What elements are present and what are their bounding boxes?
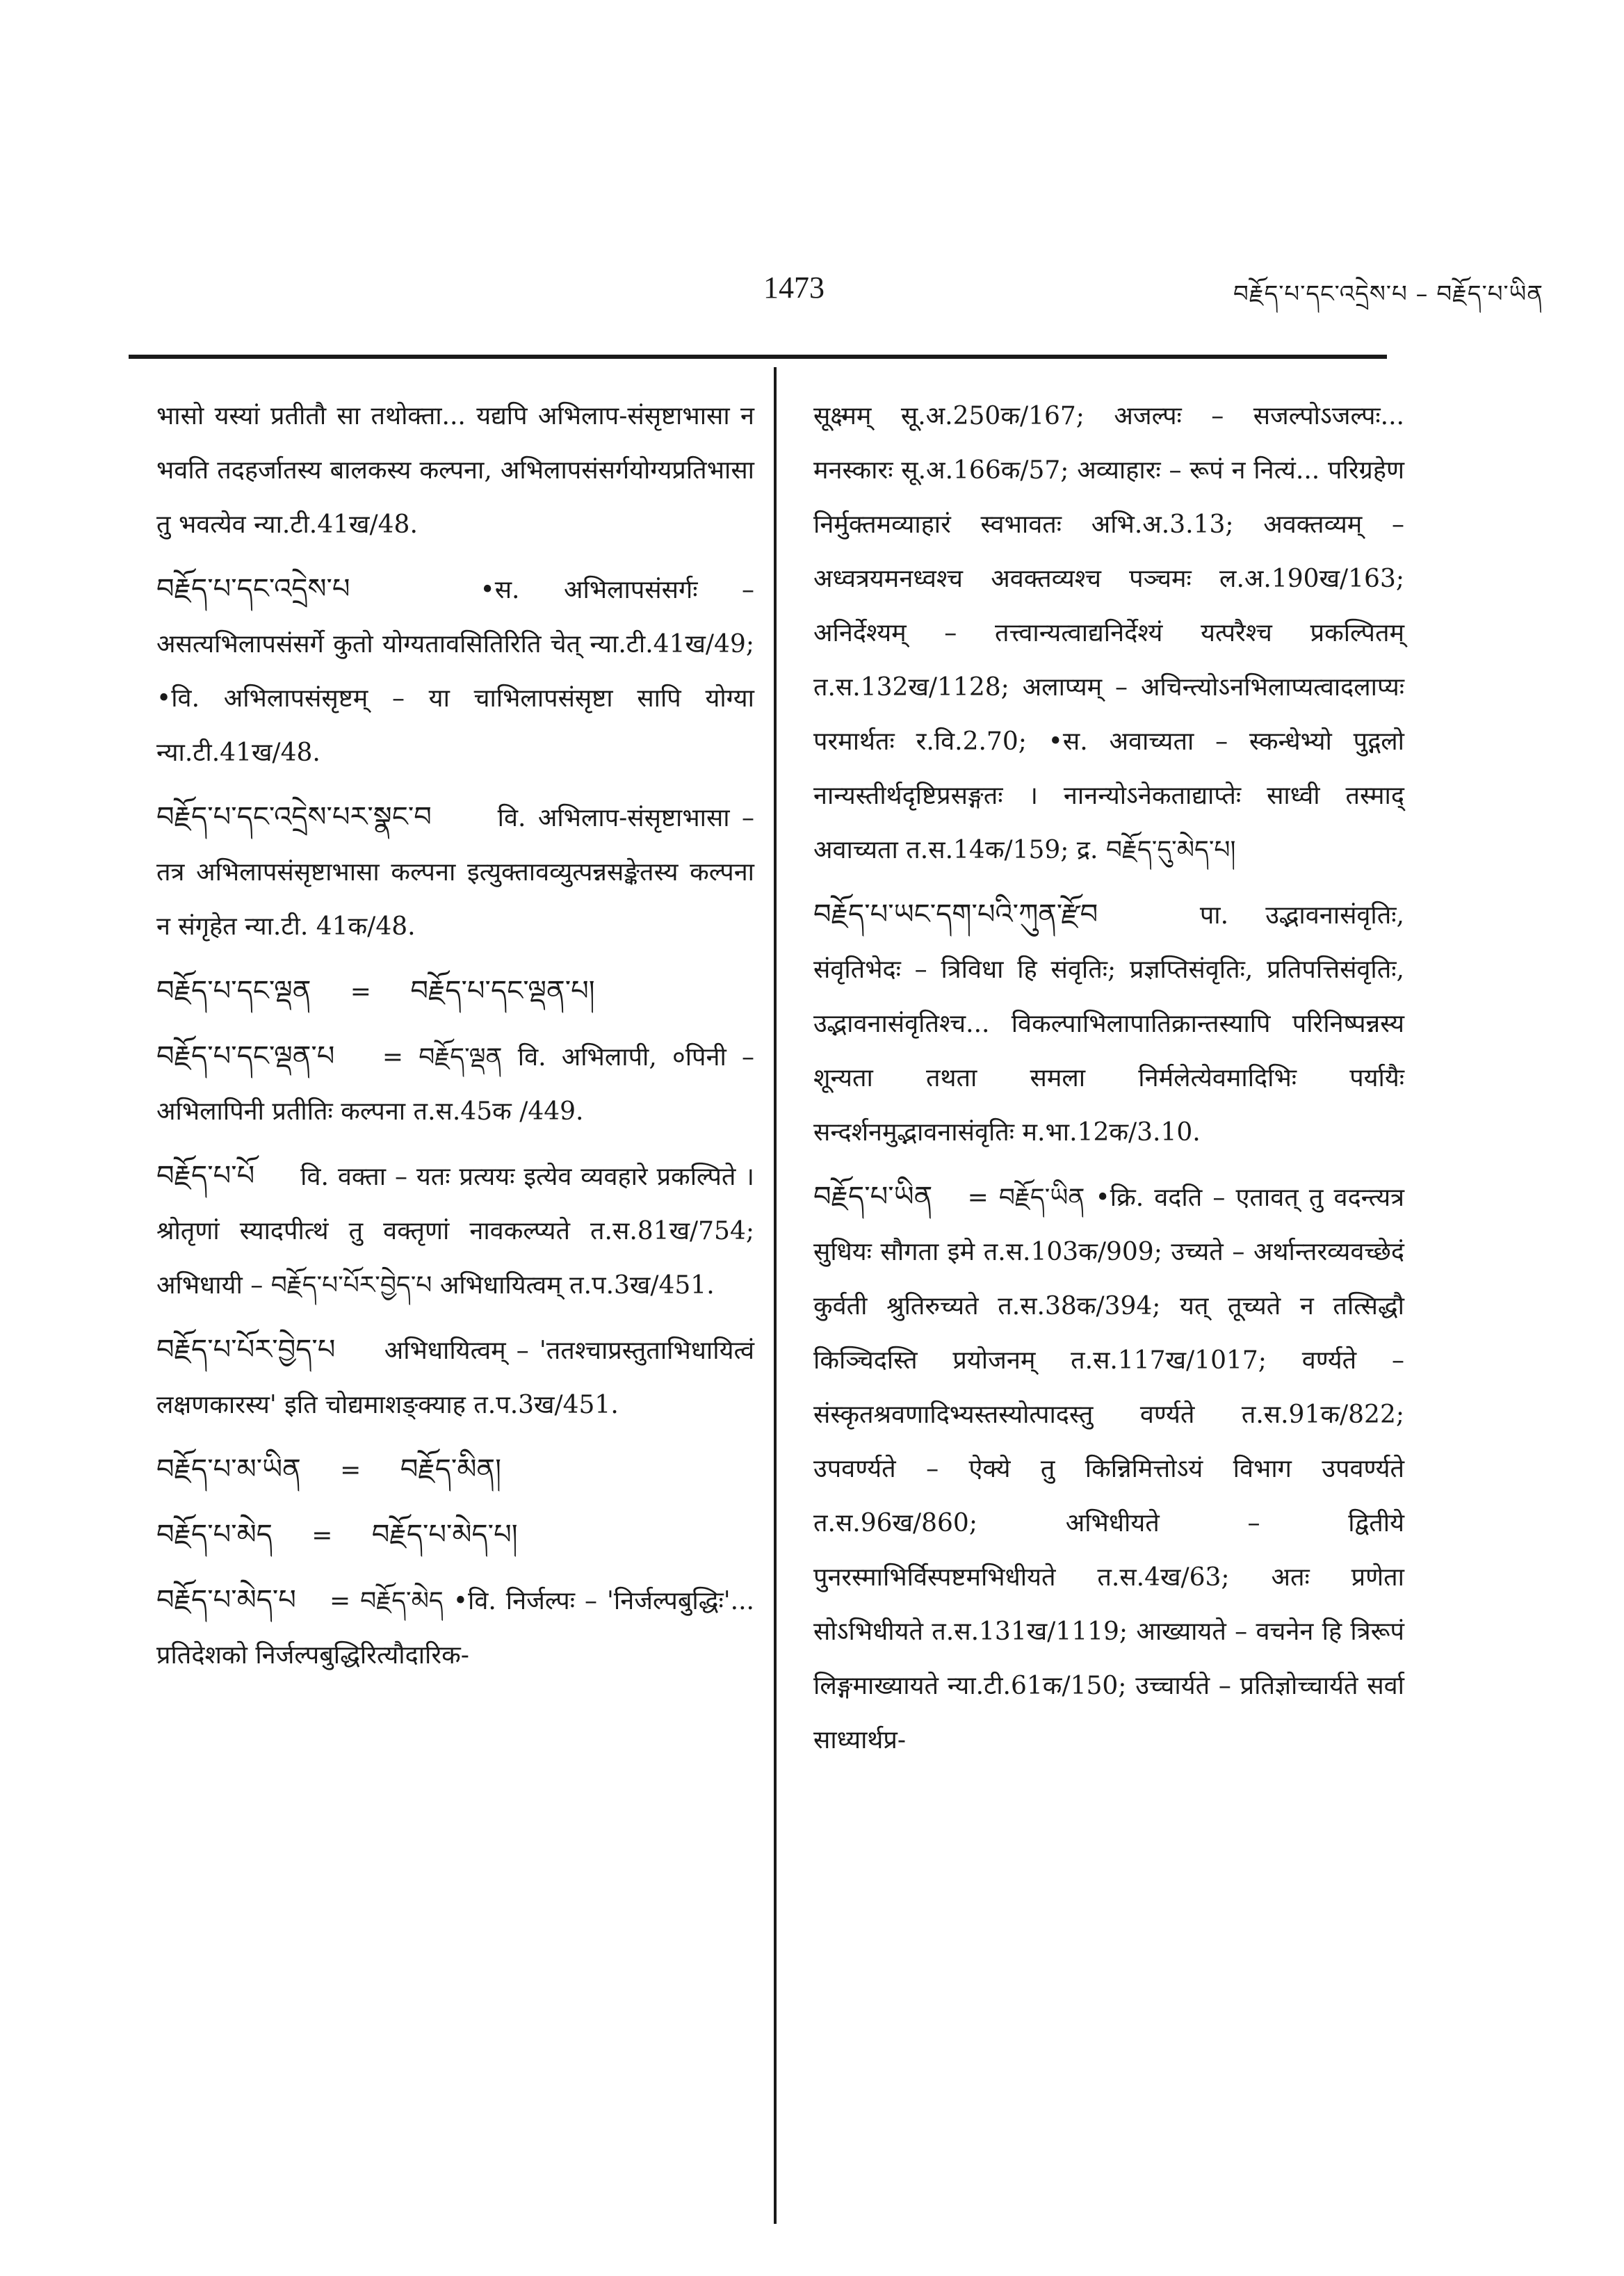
dictionary-entry: [156, 1323, 754, 1432]
entry-body: •स. अभिलापसंसर्गः – असत्यभिलापसंसर्गे कुतो योग्यतावसितिरिति चेत् न्या.टी.41ख/49; •वि. अभिलापसंसृष्टम् – या चाभिलापसंसृष्टा सापि योग्या न्या.टी.41ख/48.: [156, 576, 754, 767]
right-column: [813, 389, 1404, 1777]
continuation-text: भासो यस्यां प्रतीतौ सा तथोक्ता... यद्यपि अभिलाप-संसृष्टाभासा न भवति तदहर्जातस्य बालकस्य कल्पना, अभिलापसंसर्गयोग्यप्रतिभासा तु भवत्येव न्या.टी.41ख/48.: [156, 402, 754, 539]
dictionary-entry: [156, 964, 754, 1019]
dictionary-entry: [156, 1508, 754, 1563]
cross-reference: བརྗོད་པ་མེད་པ།: [371, 1519, 518, 1551]
cross-reference: བརྗོད་པ་དང་ལྡན་པ།: [410, 975, 595, 1007]
entry-body: वि. अभिलाप-संसृष्टाभासा – तत्र अभिलापसंसृष्टाभासा कल्पना इत्युक्तावव्युत्पन्नसङ्केतस्य कल्पना न संगृहेत न्या.टी. 41क/48.: [156, 804, 754, 941]
entry-headword: བརྗོད་པ་མེད་པ: [156, 1584, 296, 1616]
column-divider: [774, 367, 777, 2224]
page-number: 1473: [763, 271, 825, 305]
running-head: བརྗོད་པ་དང་འདྲེས་པ – བརྗོད་པ་ཡིན: [1233, 280, 1543, 308]
entry-body: वि. वक्ता – यतः प्रत्ययः इत्येव व्यवहारे प्रकल्पिते । श्रोतृणां स्यादपीत्थं तु वक्तृणां नावकल्प्यते त.स.81ख/754; अभिधायी – བརྗོད་པ་པོར་བྱེད་པ अभिधायित्वम् त.प.3ख/451.: [156, 1163, 755, 1300]
entry-headword: བརྗོད་པ་དང་ལྡན་པ: [156, 1040, 335, 1072]
entry-headword: བརྗོད་པ་ཡང་དག་པའི་ཀུན་རྫོབ: [813, 898, 1098, 930]
dictionary-entry: [813, 1170, 1404, 1768]
entry-headword: བརྗོད་པ་དང་འདྲེས་པ: [156, 573, 350, 605]
dictionary-entry: [156, 1029, 754, 1139]
dictionary-entry: [156, 1573, 754, 1683]
continuation-text: सूक्ष्मम् सू.अ.250क/167; अजल्पः – सजल्पोऽजल्पः... मनस्कारः सू.अ.166क/57; अव्याहारः – रूपं न नित्यं... परिग्रहेण निर्मुक्तमव्याहारं स्वभावतः अभि.अ.3.13; अवक्तव्यम् – अध्वत्रयमनध्वश्च अवक्तव्यश्च पञ्चमः ल.अ.190ख/163; अनिर्देश्यम् – तत्त्वान्यत्वाद्यनिर्देश्यं यत्परैश्च प्रकल्पितम् त.स.132ख/1128; अलाप्यम् – अचिन्त्योऽनभिलाप्यत्वादलाप्यः परमार्थतः र.वि.2.70; •स. अवाच्यता – स्कन्धेभ्यो पुद्गलो नान्यस्तीर्थदृष्टिप्रसङ्गतः । नानन्योऽनेकताद्याप्तेः साध्वी तस्माद् अवाच्यता त.स.14क/159; द्र. བརྗོད་དུ་མེད་པ།: [813, 402, 1404, 864]
dictionary-entry: [156, 562, 754, 780]
dictionary-entry: [813, 887, 1404, 1160]
entry-body: = བརྗོད་མེད •वि. निर्जल्पः – 'निर्जल्पबुद्धिः'... प्रतिदेशको निर्जल्पबुद्धिरित्यौदारिक-: [156, 1587, 754, 1670]
equals-sign: =: [340, 1456, 362, 1485]
entry-headword: བརྗོད་པ་དང་ལྡན: [156, 975, 311, 1007]
entry-headword: བརྗོད་པ་མེད: [156, 1519, 273, 1551]
header-rule: [129, 355, 1387, 359]
entry-headword: བརྗོད་པ་པོར་བྱེད་པ: [156, 1334, 336, 1366]
entry-headword: བརྗོད་པ་པོ: [156, 1160, 255, 1192]
cross-reference: བརྗོད་མིན།: [400, 1453, 501, 1485]
entry-headword: བརྗོད་པ་མ་ཡིན: [156, 1453, 301, 1485]
entry-body: अभिधायित्वम् – 'ततश्चाप्रस्तुताभिधायित्वं लक्षणकारस्य' इति चोद्यमाशङ्क्याह त.प.3ख/451.: [156, 1337, 755, 1419]
equals-sign: =: [311, 1522, 333, 1550]
equals-sign: =: [350, 978, 371, 1006]
dictionary-entry: [156, 1149, 754, 1313]
left-column: [156, 389, 754, 1693]
dictionary-entry: [156, 790, 754, 954]
entry-headword: བརྗོད་པ་ཡིན: [813, 1181, 933, 1213]
entry-body: = བརྗོད་ལྡན वि. अभिलापी, ०पिनी – अभिलापिनी प्रतीतिः कल्पना त.स.45क /449.: [156, 1043, 754, 1126]
entry-headword: བརྗོད་པ་དང་འདྲེས་པར་སྣང་བ: [156, 801, 432, 833]
dictionary-entry: [156, 1442, 754, 1498]
entry-body: = བརྗོད་ཡིན •क्रि. वदति – एतावत् तु वदन्त्यत्र सुधियः सौगता इमे त.स.103क/909; उच्यते – अर्थान्तरव्यवच्छेदं कुर्वती श्रुतिरुच्यते त.स.38क/394; यत् तूच्यते न तत्सिद्धौ किञ्चिदस्ति प्रयोजनम् त.स.117ख/1017; वर्ण्यते – संस्कृतश्रवणादिभ्यस्तस्योत्पादस्तु वर्ण्यते त.स.91क/822; उपवर्ण्यते – ऐक्ये तु किन्निमित्तोऽयं विभाग उपवर्ण्यते त.स.96ख/860; अभिधीयते – द्वितीये पुनरस्माभिर्विस्पष्टमभिधीयते त.स.4ख/63; अतः प्रणेता सोऽभिधीयते त.स.131ख/1119; आख्यायते – वचनेन हि त्रिरूपं लिङ्गमाख्यायते न्या.टी.61क/150; उच्चार्यते – प्रतिज्ञोच्चार्यते सर्वा साध्यार्थप्र-: [813, 1184, 1404, 1754]
entry-body: पा. उद्भावनासंवृतिः, संवृतिभेदः – त्रिविधा हि संवृतिः; प्रज्ञप्तिसंवृतिः, प्रतिपत्तिसंवृतिः, उद्भावनासंवृतिश्च... विकल्पाभिलापातिक्रान्तस्यापि परिनिष्पन्नस्य शून्यता तथता समला निर्मलेत्येवमादिभिः पर्यायैः सन्दर्शनमुद्भावनासंवृतिः म.भा.12क/3.10.: [813, 901, 1404, 1147]
